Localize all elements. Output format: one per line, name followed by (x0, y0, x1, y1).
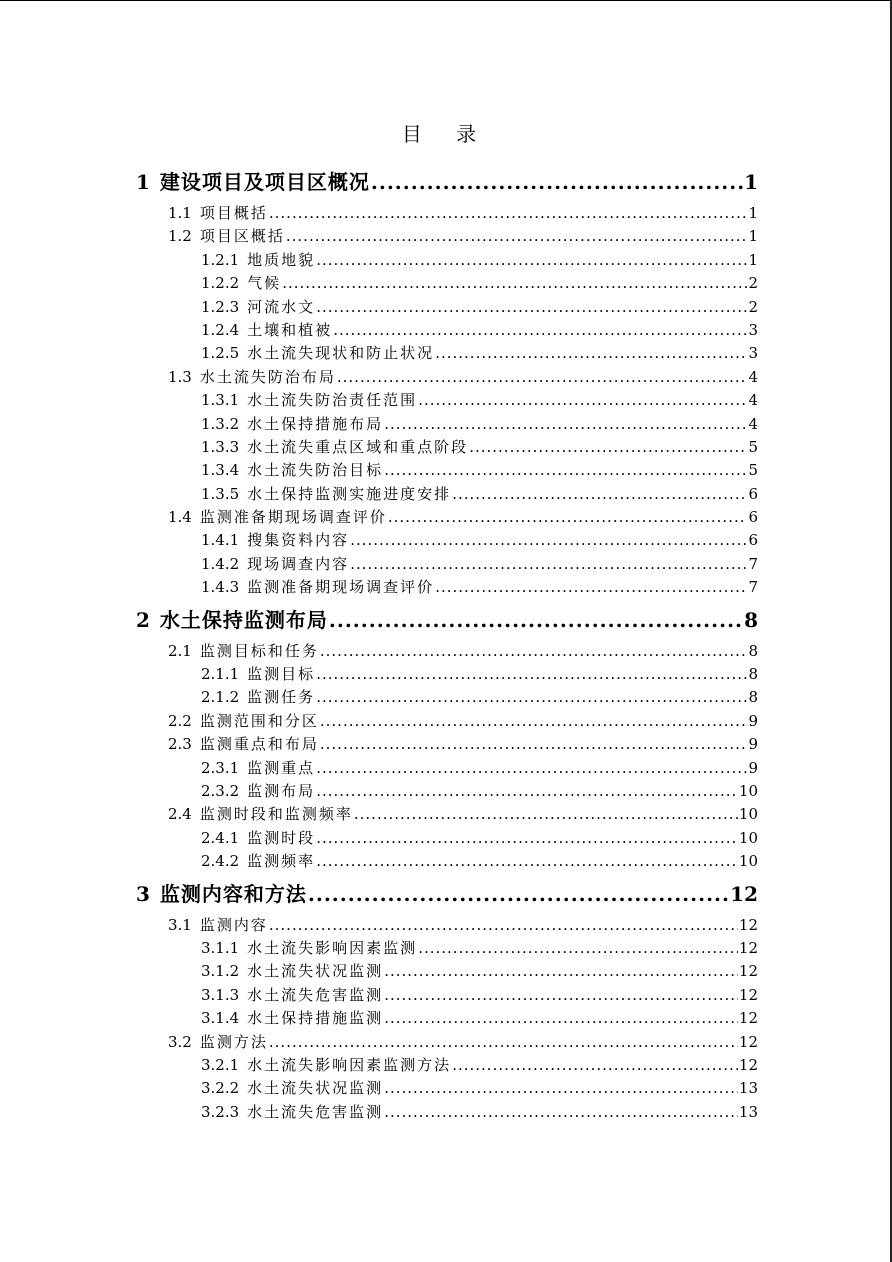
page-top-border (0, 0, 892, 1)
toc-entry-level1[interactable] (136, 166, 758, 198)
toc-entry-number: 1.3.5 (201, 484, 240, 503)
toc-entry-title: 河流水文 (247, 297, 316, 316)
toc-entry-page: 6 (748, 484, 758, 503)
toc-entry-number: 1.2.2 (201, 274, 240, 293)
toc-entry-page: 3 (748, 344, 758, 363)
toc-entry-level3[interactable] (136, 1077, 758, 1100)
toc-entry-title: 水土流失影响因素监测方法 (247, 1055, 452, 1074)
toc-entry-level3[interactable] (136, 576, 758, 599)
toc-entry-title: 监测目标和任务 (199, 641, 319, 660)
toc-entry-level2[interactable] (136, 803, 758, 826)
toc-entry-title: 水土保持监测实施进度安排 (247, 484, 452, 503)
toc-entry-page: 1 (748, 204, 758, 222)
toc-entry-number: 3.2 (168, 1032, 192, 1051)
toc-dot-leader (350, 531, 747, 549)
toc-entry-number: 1.4.1 (201, 531, 240, 550)
toc-entry-level2[interactable] (136, 733, 758, 756)
toc-entry-page: 12 (738, 985, 758, 1004)
toc-entry-page: 10 (738, 781, 758, 800)
toc-entry-title: 项目区概括 (199, 227, 285, 246)
toc-entry-page: 2 (748, 274, 758, 293)
toc-entry-page: 10 (738, 828, 758, 847)
toc-entry-number: 2.3.1 (201, 758, 240, 777)
table-of-contents (136, 162, 758, 1124)
toc-entry-title: 监测方法 (199, 1032, 268, 1051)
toc-entry-title: 水土流失危害监测 (247, 985, 384, 1004)
toc-entry-title: 水土流失重点区域和重点阶段 (247, 437, 469, 456)
toc-dot-leader (329, 608, 743, 632)
toc-entry-title: 监测任务 (247, 688, 316, 707)
toc-entry-title: 水土流失状况监测 (247, 1079, 384, 1098)
toc-dot-leader (316, 688, 747, 706)
toc-entry-page: 13 (738, 1102, 758, 1121)
toc-entry-level3[interactable] (136, 249, 758, 272)
toc-entry-number: 2.1.1 (201, 665, 240, 684)
toc-entry-title: 水土流失防治布局 (199, 367, 336, 386)
toc-entry-page: 5 (748, 437, 758, 456)
toc-entry-number: 2 (136, 607, 150, 632)
toc-entry-page: 8 (748, 688, 758, 707)
toc-dot-leader (269, 916, 738, 934)
toc-entry-number: 1 (136, 170, 150, 194)
toc-entry-page: 10 (738, 852, 758, 871)
toc-entry-title: 气候 (247, 274, 282, 293)
toc-entry-level3[interactable] (136, 827, 758, 850)
toc-entry-number: 1.3.1 (201, 391, 240, 410)
toc-entry-title: 监测布局 (247, 781, 316, 800)
toc-entry-number: 1.2.5 (201, 344, 240, 363)
toc-entry-title: 搜集资料内容 (247, 531, 350, 550)
toc-entry-title: 土壤和植被 (247, 320, 333, 339)
toc-entry-level2[interactable] (136, 202, 758, 225)
toc-entry-number: 3.1.4 (201, 1009, 240, 1028)
toc-entry-number: 3.2.2 (201, 1079, 240, 1098)
toc-entry-level3[interactable] (136, 413, 758, 436)
toc-entry-number: 2.1 (168, 641, 192, 660)
toc-dot-leader (337, 368, 748, 386)
toc-entry-number: 3.2.3 (201, 1102, 240, 1121)
toc-dot-leader (384, 1009, 738, 1027)
toc-entry-page: 6 (748, 508, 758, 527)
toc-entry-title: 监测准备期现场调查评价 (199, 508, 387, 527)
toc-entry-level3[interactable] (136, 850, 758, 873)
toc-entry-page: 7 (748, 554, 758, 573)
toc-title: 目 录 (401, 122, 491, 146)
toc-entry-title: 水土流失现状和防止状况 (247, 344, 435, 363)
toc-entry-level3[interactable] (136, 984, 758, 1007)
toc-dot-leader (320, 735, 748, 753)
toc-entry-page: 8 (744, 607, 758, 632)
toc-entry-number: 2.1.2 (201, 688, 240, 707)
toc-dot-leader (320, 712, 748, 730)
toc-entry-level3[interactable] (136, 529, 758, 552)
toc-entry-number: 1.2.4 (201, 320, 240, 339)
toc-entry-title: 水土流失状况监测 (247, 962, 384, 981)
toc-dot-leader (282, 274, 747, 292)
toc-entry-level3[interactable] (136, 780, 758, 803)
toc-entry-level3[interactable] (136, 389, 758, 412)
toc-entry-title: 现场调查内容 (247, 554, 350, 573)
toc-entry-title: 建设项目及项目区概况 (159, 170, 370, 194)
toc-entry-title: 水土流失危害监测 (247, 1102, 384, 1121)
toc-entry-page: 1 (744, 170, 758, 194)
toc-dot-leader (269, 1033, 738, 1051)
toc-entry-page: 5 (748, 461, 758, 480)
toc-dot-leader (384, 1079, 738, 1097)
toc-entry-title: 水土流失影响因素监测 (247, 938, 418, 957)
toc-entry-title: 地质地貌 (247, 250, 316, 269)
toc-entry-number: 3.1.2 (201, 962, 240, 981)
toc-entry-level3[interactable] (136, 1007, 758, 1030)
toc-entry-number: 2.2 (168, 711, 192, 730)
toc-entry-level1[interactable] (136, 878, 758, 910)
toc-entry-page: 1 (748, 250, 758, 269)
toc-entry-number: 1.3.4 (201, 461, 240, 480)
toc-dot-leader (316, 829, 738, 847)
toc-dot-leader (320, 642, 748, 660)
toc-entry-level2[interactable] (136, 914, 758, 937)
toc-dot-leader (452, 485, 747, 503)
toc-entry-level2[interactable] (136, 506, 758, 529)
toc-entry-level3[interactable] (136, 757, 758, 780)
toc-entry-number: 1.3 (168, 367, 192, 386)
toc-entry-number: 1.1 (168, 204, 192, 222)
toc-entry-page: 10 (738, 805, 758, 824)
toc-dot-leader (469, 438, 747, 456)
toc-entry-number: 1.4 (168, 508, 192, 527)
toc-entry-page: 12 (738, 938, 758, 957)
toc-dot-leader (350, 555, 747, 573)
toc-entry-number: 1.3.2 (201, 414, 240, 433)
toc-entry-page: 9 (748, 735, 758, 754)
toc-entry-page: 12 (738, 1032, 758, 1051)
toc-entry-number: 3.1.1 (201, 938, 240, 957)
toc-entry-page: 4 (748, 367, 758, 386)
toc-entry-level3[interactable] (136, 553, 758, 576)
toc-entry-level3[interactable] (136, 459, 758, 482)
toc-dot-leader (316, 852, 738, 870)
toc-dot-leader (418, 391, 747, 409)
toc-entry-level3[interactable] (136, 1054, 758, 1077)
toc-entry-number: 2.4.1 (201, 828, 240, 847)
toc-dot-leader (435, 578, 747, 596)
toc-dot-leader (316, 759, 747, 777)
toc-entry-number: 2.3.2 (201, 781, 240, 800)
toc-entry-number: 1.2.3 (201, 297, 240, 316)
toc-entry-page: 8 (748, 665, 758, 684)
toc-entry-level3[interactable] (136, 686, 758, 709)
toc-entry-level3[interactable] (136, 483, 758, 506)
toc-dot-leader (286, 227, 748, 245)
toc-dot-leader (371, 170, 743, 194)
toc-entry-page: 12 (730, 881, 758, 906)
toc-entry-number: 1.4.3 (201, 578, 240, 597)
toc-entry-level2[interactable] (136, 640, 758, 663)
toc-entry-number: 1.3.3 (201, 437, 240, 456)
toc-dot-leader (384, 415, 747, 433)
toc-entry-page: 13 (738, 1079, 758, 1098)
toc-entry-level3[interactable] (136, 663, 758, 686)
toc-entry-number: 2.3 (168, 735, 192, 754)
toc-entry-page: 6 (748, 531, 758, 550)
toc-entry-number: 2.4 (168, 805, 192, 824)
toc-entry-level3[interactable] (136, 436, 758, 459)
toc-dot-leader (269, 204, 748, 222)
toc-entry-number: 3.1.3 (201, 985, 240, 1004)
toc-entry-level2[interactable] (136, 366, 758, 389)
toc-entry-title: 监测时段 (247, 828, 316, 847)
toc-dot-leader (384, 461, 747, 479)
toc-entry-title: 监测范围和分区 (199, 711, 319, 730)
toc-entry-level3[interactable] (136, 342, 758, 365)
toc-dot-leader (384, 986, 738, 1004)
toc-entry-level3[interactable] (136, 960, 758, 983)
toc-dot-leader (435, 344, 747, 362)
toc-entry-level2[interactable] (136, 710, 758, 733)
toc-entry-page: 12 (738, 1009, 758, 1028)
toc-entry-level2[interactable] (136, 1031, 758, 1054)
toc-entry-title: 水土流失防治目标 (247, 461, 384, 480)
toc-entry-level3[interactable] (136, 272, 758, 295)
toc-entry-number: 3 (136, 881, 150, 906)
toc-entry-level3[interactable] (136, 296, 758, 319)
toc-entry-title: 水土保持监测布局 (159, 607, 328, 632)
toc-entry-page: 1 (748, 227, 758, 246)
toc-entry-page: 7 (748, 578, 758, 597)
toc-entry-title: 监测内容和方法 (159, 881, 307, 906)
toc-entry-level3[interactable] (136, 937, 758, 960)
toc-entry-title: 监测准备期现场调查评价 (247, 578, 435, 597)
toc-entry-title: 监测目标 (247, 665, 316, 684)
toc-entry-title: 监测内容 (199, 915, 268, 934)
toc-entry-page: 2 (748, 297, 758, 316)
toc-entry-number: 3.1 (168, 915, 192, 934)
toc-entry-title: 水土保持措施监测 (247, 1009, 384, 1028)
toc-entry-page: 3 (748, 320, 758, 339)
toc-dot-leader (354, 805, 738, 823)
toc-dot-leader (418, 939, 738, 957)
toc-entry-title: 项目概括 (199, 204, 268, 222)
toc-dot-leader (384, 962, 738, 980)
toc-dot-leader (316, 782, 738, 800)
toc-entry-level3[interactable] (136, 1101, 758, 1124)
toc-entry-title: 监测重点 (247, 758, 316, 777)
toc-dot-leader (452, 1056, 738, 1074)
toc-entry-level1[interactable] (136, 604, 758, 636)
toc-entry-title: 监测重点和布局 (199, 735, 319, 754)
toc-dot-leader (316, 251, 747, 269)
toc-dot-leader (308, 882, 729, 906)
toc-entry-page: 9 (748, 758, 758, 777)
toc-entry-page: 12 (738, 915, 758, 934)
toc-entry-page: 12 (738, 1055, 758, 1074)
toc-dot-leader (333, 321, 747, 339)
toc-entry-number: 3.2.1 (201, 1055, 240, 1074)
toc-entry-page: 9 (748, 711, 758, 730)
toc-entry-title: 监测时段和监测频率 (199, 805, 353, 824)
toc-entry-level2[interactable] (136, 225, 758, 248)
toc-entry-title: 水土保持措施布局 (247, 414, 384, 433)
toc-entry-level3[interactable] (136, 319, 758, 342)
toc-dot-leader (316, 665, 747, 683)
toc-entry-number: 2.4.2 (201, 852, 240, 871)
toc-entry-page: 8 (748, 641, 758, 660)
toc-dot-leader (388, 508, 748, 526)
toc-dot-leader (384, 1103, 738, 1121)
toc-entry-page: 4 (748, 391, 758, 410)
toc-entry-title: 水土流失防治责任范围 (247, 391, 418, 410)
toc-entry-number: 1.4.2 (201, 554, 240, 573)
toc-entry-page: 4 (748, 414, 758, 433)
toc-entry-number: 1.2 (168, 227, 192, 246)
toc-entry-title: 监测频率 (247, 852, 316, 871)
toc-entry-page: 12 (738, 962, 758, 981)
toc-entry-number: 1.2.1 (201, 250, 240, 269)
toc-dot-leader (316, 298, 747, 316)
